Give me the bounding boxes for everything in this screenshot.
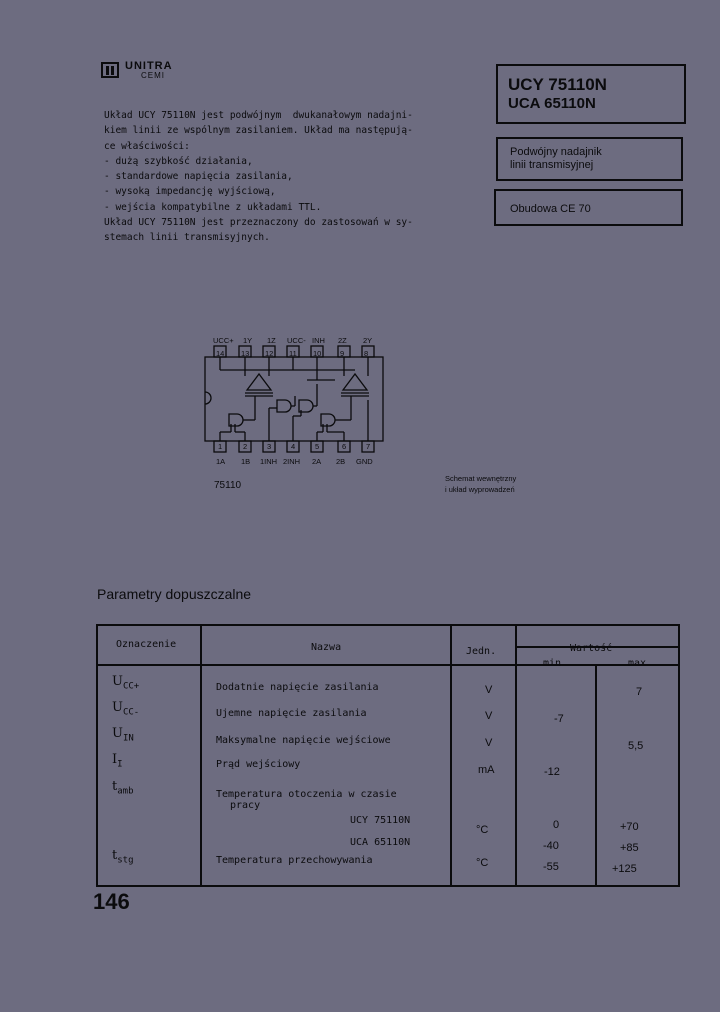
header-min: min: [543, 658, 562, 669]
table-row-max: 7: [636, 686, 643, 698]
symbol-letter: I: [112, 752, 118, 767]
parameters-table: [96, 624, 680, 887]
table-row-min: -12: [544, 766, 560, 778]
case-box: [494, 189, 683, 226]
tstg-name: Temperatura przechowywania: [216, 855, 373, 866]
intro-line: ce właściwości:: [104, 140, 190, 152]
pin-number: 10: [313, 349, 322, 358]
header-value: Wartość: [570, 643, 613, 654]
pin-label-1y: 1Y: [243, 336, 253, 345]
tamb-min-1: 0: [553, 819, 560, 831]
header-name: Nazwa: [311, 642, 342, 653]
table-row-symbol: [112, 700, 139, 718]
intro-line: - dużą szybkość działania,: [104, 155, 253, 167]
pin-label-2b: 2B: [336, 457, 346, 466]
pin-number: 12: [265, 349, 274, 358]
symbol-subscript: stg: [117, 855, 134, 866]
header-unit: Jedn.: [466, 646, 497, 657]
tamb-name-line-1: Temperatura otoczenia w czasie: [216, 789, 397, 800]
pin-label-1b: 1B: [241, 457, 251, 466]
intro-text: [104, 108, 484, 246]
tstg-max: +125: [612, 863, 637, 875]
pin-label-1inh: 1INH: [260, 457, 278, 466]
pin-label-1a: 1A: [216, 457, 226, 466]
intro-line: - wysoką impedancję wyjściową,: [104, 186, 276, 198]
symbol-letter: t: [112, 779, 118, 794]
pin-number: 13: [241, 349, 250, 358]
tamb-max-2: +85: [620, 842, 639, 854]
table-row-unit: V: [485, 737, 493, 749]
table-row-name: Maksymalne napięcie wejściowe: [216, 735, 391, 746]
header-divider: [98, 664, 678, 666]
table-row-max: 5,5: [628, 740, 644, 752]
pin-number: 8: [364, 349, 369, 358]
pin-number: 14: [216, 349, 225, 358]
pin-label-inh: INH: [312, 336, 325, 345]
intro-line: - standardowe napięcia zasilania,: [104, 171, 293, 183]
section-title: Parametry dopuszczalne: [97, 586, 252, 602]
pin-label-ucc-plus: UCC+: [213, 336, 234, 345]
tamb-name-line-2: pracy: [230, 800, 261, 811]
table-row-unit: mA: [478, 764, 495, 776]
pin-number: 3: [267, 442, 272, 451]
symbol-letter: U: [112, 700, 123, 715]
part-title-2: UCA 65110N: [508, 95, 596, 112]
page-number: 146: [93, 889, 130, 914]
caption-line-2: i układ wyprowadzeń: [445, 485, 515, 494]
tstg-min: -55: [543, 861, 559, 873]
table-row-symbol: [112, 779, 134, 797]
table-row-name: Ujemne napięcie zasilania: [216, 708, 367, 719]
diagram-caption: [445, 473, 516, 495]
tamb-max-1: +70: [620, 821, 639, 833]
tamb-unit: °C: [476, 824, 489, 836]
pin-number: 11: [289, 349, 297, 358]
header-max: max: [628, 658, 647, 669]
pin-number: 7: [366, 442, 371, 451]
description-box: [496, 137, 683, 181]
column-divider: [595, 664, 597, 885]
intro-line: - wejścia kompatybilne z układami TTL.: [104, 201, 322, 213]
intro-line: Układ UCY 75110N jest podwójnym dwukanałowym nadajni-: [104, 110, 413, 121]
pin-number: 5: [315, 442, 320, 451]
intro-line: kiem linii ze wspólnym zasilaniem. Układ ma następują-: [104, 125, 413, 137]
pin-number: 1: [218, 442, 223, 451]
pin-number: 2: [243, 442, 248, 451]
pin-label-1z: 1Z: [267, 336, 276, 345]
table-row-unit: V: [485, 710, 493, 722]
part-title-box: [496, 64, 686, 124]
symbol-subscript: IN: [122, 733, 134, 744]
case-label: Obudowa CE 70: [510, 203, 591, 215]
table-row-symbol: [112, 848, 134, 866]
pin-label-gnd: GND: [356, 457, 373, 466]
pin-label-2z: 2Z: [338, 336, 347, 345]
description-line-2: linii transmisyjnej: [510, 159, 594, 171]
symbol-letter: U: [112, 726, 123, 741]
pin-number: 6: [342, 442, 347, 451]
pin-label-ucc-minus: UCC-: [287, 336, 306, 345]
unitra-logo-icon: [101, 62, 119, 78]
chip-name: 75110: [214, 480, 242, 491]
pin-number: 9: [340, 349, 345, 358]
caption-line-1: Schemat wewnętrzny: [445, 474, 517, 483]
table-row-symbol: [112, 752, 123, 770]
intro-line: stemach linii transmisyjnych.: [104, 232, 270, 244]
tamb-min-2: -40: [543, 840, 559, 852]
part-title-1: UCY 75110N: [508, 75, 607, 94]
tamb-variant-1: UCY 75110N: [350, 815, 411, 826]
logo-sub: CEMI: [141, 71, 165, 80]
tstg-unit: °C: [476, 857, 489, 869]
pin-label-2a: 2A: [312, 457, 322, 466]
symbol-subscript: I: [117, 759, 123, 770]
table-row-name: Prąd wejściowy: [216, 759, 301, 770]
pin-label-2y: 2Y: [363, 336, 373, 345]
tamb-variant-2: UCA 65110N: [350, 837, 411, 848]
symbol-subscript: CC+: [122, 681, 140, 692]
symbol-subscript: amb: [117, 786, 134, 797]
table-row-symbol: [112, 726, 134, 744]
intro-line: Układ UCY 75110N jest przeznaczony do zastosowań w sy-: [104, 217, 413, 229]
symbol-subscript: CC-: [122, 707, 140, 718]
logo-brand: UNITRA: [125, 60, 173, 72]
unitra-cemi-logo: [101, 60, 201, 82]
pin-number: 4: [291, 442, 296, 451]
symbol-letter: t: [112, 848, 118, 863]
description-line-1: Podwójny nadajnik: [510, 146, 602, 158]
table-row-name: Dodatnie napięcie zasilania: [216, 682, 379, 693]
table-row-unit: V: [485, 684, 493, 696]
header-symbol: Oznaczenie: [116, 639, 177, 650]
symbol-letter: U: [112, 674, 123, 689]
table-row-min: -7: [554, 713, 564, 725]
table-row-symbol: [112, 674, 139, 692]
pin-label-2inh: 2INH: [283, 457, 301, 466]
